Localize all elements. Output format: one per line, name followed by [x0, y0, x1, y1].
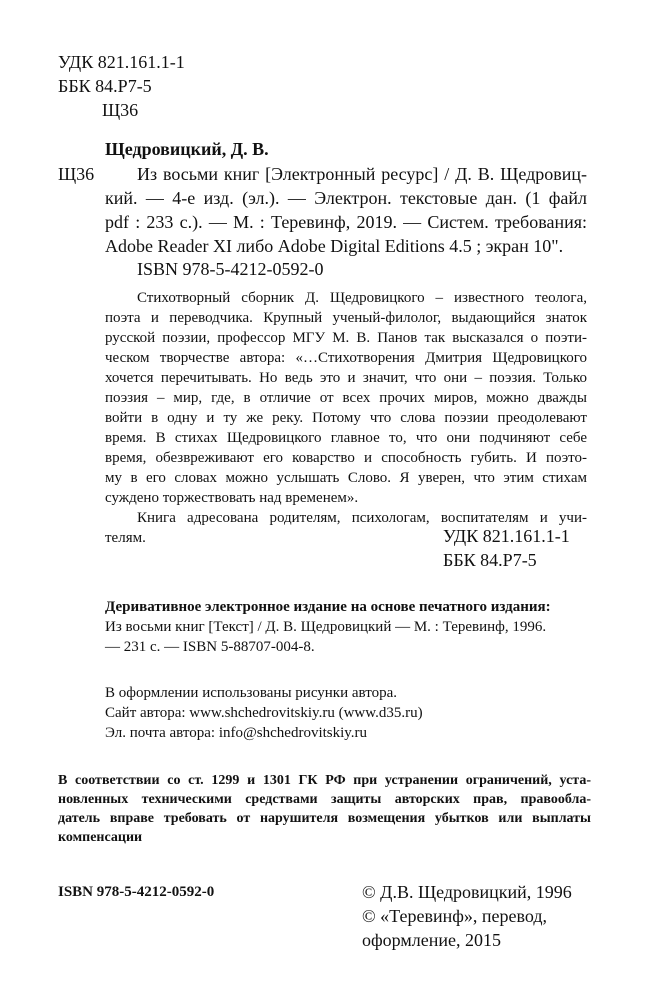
derivative-heading: Деривативное электронное издание на основе печатного издания:	[105, 599, 551, 615]
annotation-line: время, обезвреживают его коварство и способность губить. И поэто-	[105, 450, 587, 466]
annotation-line: поэзия – мир, где, в отличие от всех прочих миров, можно дважды	[105, 390, 587, 406]
udk-bottom: УДК 821.161.1-1	[443, 526, 570, 546]
annotation-line: русской поэзии, профессор МГУ М. В. Панов так высказался о поэти-	[105, 330, 587, 346]
author-mark-entry: Щ36	[58, 164, 95, 184]
copyright-design: оформление, 2015	[362, 930, 502, 950]
legal-line: новленных техническими средствами защиты авторских прав, правообла-	[58, 792, 591, 807]
legal-line: компенсации	[58, 830, 143, 845]
annotation-line: время. В стихах Щедровицкого главное то, что они подчиняют себе	[105, 430, 587, 446]
annotation	[105, 288, 587, 548]
isbn-footer: ISBN 978-5-4212-0592-0	[58, 884, 215, 900]
isbn-main: ISBN 978-5-4212-0592-0	[137, 259, 324, 279]
author-email: Эл. почта автора: info@shchedrovitskiy.ru	[105, 725, 368, 741]
legal-notice	[58, 771, 591, 847]
bbk-bottom: ББК 84.Р7-5	[443, 550, 537, 570]
legal-line: датель вправе требовать от нарушителя возмещения убытков или выплаты	[58, 811, 591, 826]
bbk-top: ББК 84.Р7-5	[58, 76, 152, 96]
copyright-publisher: © «Теревинф», перевод,	[362, 906, 548, 926]
udk-top: УДК 821.161.1-1	[58, 52, 185, 72]
bib-line: pdf : 233 с.). — М. : Теревинф, 2019. — Систем. требования:	[105, 212, 587, 232]
annotation-line: войти в одну и ту же реку. Потому что слова поэзии преодолевают	[105, 410, 587, 426]
annotation-line: суждено торжествовать над временем».	[105, 490, 359, 506]
annotation-line: поэта и переводчика. Крупный ученый-филолог, выдающийся знаток	[105, 310, 587, 326]
annotation-line: му в его словах можно услышать Слово. Я уверен, что этим стихам	[105, 470, 587, 486]
bib-line: Adobe Reader XI либо Adobe Digital Editions 4.5 ; экран 10".	[105, 236, 564, 256]
author-site: Сайт автора: www.shchedrovitskiy.ru (www.d35.ru)	[105, 705, 423, 721]
derivative-line: Из восьми книг [Текст] / Д. В. Щедровицкий — М. : Теревинф, 1996.	[105, 619, 547, 635]
illustrations-note: В оформлении использованы рисунки автора.	[105, 685, 398, 701]
copyright-author: © Д.В. Щедровицкий, 1996	[362, 882, 572, 902]
annotation-line: Книга адресована родителям, психологам, воспитателям и учи-	[137, 510, 587, 526]
derivative-line: — 231 с. — ISBN 5-88707-004-8.	[105, 639, 315, 655]
bibliographic-description	[105, 162, 587, 258]
author-heading: Щедровицкий, Д. В.	[105, 139, 269, 159]
bib-line: Из восьми книг [Электронный ресурс] / Д. В. Щедровиц-	[137, 164, 587, 184]
annotation-line: хочется перечитывать. Но ведь это и значит, что они – поэзия. Только	[105, 370, 587, 386]
annotation-line: телям.	[105, 530, 146, 546]
annotation-line: Стихотворный сборник Д. Щедровицкого – известного теолога,	[137, 290, 587, 306]
annotation-line: ческом творчестве автора: «…Стихотворения Дмитрия Щедровицкого	[105, 350, 587, 366]
author-mark-top: Щ36	[102, 100, 139, 120]
bib-line: кий. — 4-е изд. (эл.). — Электрон. текстовые дан. (1 файл	[105, 188, 587, 208]
legal-line: В соответствии со ст. 1299 и 1301 ГК РФ при устранении ограничений, уста-	[58, 773, 591, 788]
